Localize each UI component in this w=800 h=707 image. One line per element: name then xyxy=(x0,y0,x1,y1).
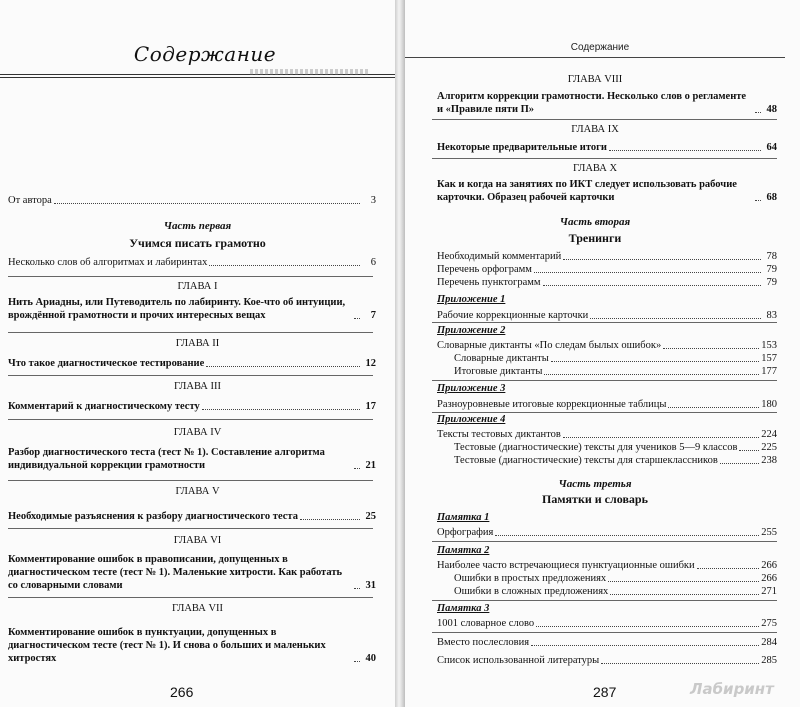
toc-entry: Необходимый комментарий 78 xyxy=(437,251,777,262)
left-page xyxy=(0,0,395,707)
appendix-label: Приложение 3 xyxy=(437,383,506,394)
memo-label: Памятка 2 xyxy=(437,545,490,556)
part-label: Часть третья xyxy=(558,478,632,490)
watermark-logo: Лабиринт xyxy=(690,680,774,698)
part-label: Часть вторая xyxy=(559,216,631,228)
chapter-heading: ГЛАВА X xyxy=(572,163,618,174)
part-title: Тренинги xyxy=(568,231,622,245)
toc-entry: Разноуровневые итоговые коррекционные таблицы 180 xyxy=(437,399,777,410)
running-header: Содержание xyxy=(570,42,630,53)
toc-entry: Комментарий к диагностическому тесту 17 xyxy=(8,401,376,412)
chapter-heading: ГЛАВА VII xyxy=(171,603,224,614)
toc-entry: Несколько слов об алгоритмах и лабиринтах 6 xyxy=(8,257,376,268)
divider xyxy=(8,375,373,376)
part-title: Учимся писать грамотно xyxy=(129,236,266,250)
chapter-heading: ГЛАВА VIII xyxy=(567,74,623,85)
appendix-label: Приложение 4 xyxy=(437,414,506,425)
chapter-heading: ГЛАВА IV xyxy=(173,427,222,438)
divider xyxy=(432,322,777,323)
chapter-heading: ГЛАВА IX xyxy=(571,124,619,135)
toc-entry: 1001 словарное слово 275 xyxy=(437,618,777,629)
toc-entry: Список использованной литературы 285 xyxy=(437,655,777,666)
appendix-label: Приложение 2 xyxy=(437,325,506,336)
divider xyxy=(432,541,777,542)
toc-entry: Комментирование ошибок в пунктуации, допущенных в диагностическом тесте (тест № 1). И снова о больших и маленьких хитростях 40 xyxy=(8,627,376,664)
divider xyxy=(432,119,777,120)
toc-entry: Тестовые (диагностические) тексты для учеников 5—9 классов 225 xyxy=(454,442,777,453)
toc-entry: Алгоритм коррекции грамотности. Несколько слов о регламенте и «Правиле пяти П» 48 xyxy=(437,91,777,115)
toc-entry: Что такое диагностическое тестирование 12 xyxy=(8,358,376,369)
toc-entry: Словарные диктанты 157 xyxy=(454,353,777,364)
divider xyxy=(8,332,373,333)
book-gutter xyxy=(395,0,405,707)
toc-entry: Наиболее часто встречающиеся пунктуационные ошибки 266 xyxy=(437,560,777,571)
chapter-heading: ГЛАВА II xyxy=(175,338,220,349)
toc-entry: Орфография 255 xyxy=(437,527,777,538)
bleed-through-mark xyxy=(250,69,370,75)
chapter-heading: ГЛАВА III xyxy=(173,381,222,392)
toc-entry: Тексты тестовых диктантов 224 xyxy=(437,429,777,440)
header-rule xyxy=(405,57,785,58)
divider xyxy=(432,380,777,381)
toc-entry: Ошибки в простых предложениях 266 xyxy=(454,573,777,584)
toc-entry: Рабочие коррекционные карточки 83 xyxy=(437,310,777,321)
toc-entry: Вместо послесловия 284 xyxy=(437,637,777,648)
toc-entry: Комментирование ошибок в правописании, допущенных в диагностическом тесте (тест № 1). Маленькие хитрости. Как работать со словарными словами 31 xyxy=(8,554,376,591)
toc-entry: Перечень пунктограмм 79 xyxy=(437,277,777,288)
toc-entry: Как и когда на занятиях по ИКТ следует использовать рабочие карточки. Образец рабочей карточки 68 xyxy=(437,179,777,203)
chapter-heading: ГЛАВА VI xyxy=(173,535,222,546)
divider xyxy=(432,412,777,413)
divider xyxy=(432,600,777,601)
chapter-heading: ГЛАВА V xyxy=(175,486,220,497)
chapter-heading: ГЛАВА I xyxy=(177,281,218,292)
toc-entry: Нить Ариадны, или Путеводитель по лабиринту. Кое-что об интуиции, врождённой грамотности и прочих интересных вещах 7 xyxy=(8,297,376,321)
divider xyxy=(432,632,777,633)
divider xyxy=(8,528,373,529)
divider xyxy=(432,158,777,159)
toc-entry: Перечень орфограмм 79 xyxy=(437,264,777,275)
toc-entry: Некоторые предварительные итоги 64 xyxy=(437,142,777,153)
toc-entry: Необходимые разъяснения к разбору диагностического теста 25 xyxy=(8,511,376,522)
divider xyxy=(8,597,373,598)
divider xyxy=(8,480,373,481)
page-number: 287 xyxy=(593,684,617,700)
divider xyxy=(8,276,373,277)
page-number: 266 xyxy=(170,684,194,700)
part-label: Часть первая xyxy=(163,220,232,232)
divider xyxy=(8,419,373,420)
toc-entry: Разбор диагностического теста (тест № 1). Составление алгоритма индивидуальной коррекции грамотности 21 xyxy=(8,447,376,471)
toc-entry: Словарные диктанты «По следам былых ошибок» 153 xyxy=(437,340,777,351)
memo-label: Памятка 1 xyxy=(437,512,490,523)
toc-entry: От автора 3 xyxy=(8,195,376,206)
toc-entry: Итоговые диктанты 177 xyxy=(454,366,777,377)
appendix-label: Приложение 1 xyxy=(437,294,506,305)
toc-entry: Тестовые (диагностические) тексты для старшеклассников 238 xyxy=(454,455,777,466)
part-title: Памятки и словарь xyxy=(542,492,648,506)
toc-entry: Ошибки в сложных предложениях 271 xyxy=(454,586,777,597)
page-title: Содержание xyxy=(133,42,277,66)
memo-label: Памятка 3 xyxy=(437,603,490,614)
